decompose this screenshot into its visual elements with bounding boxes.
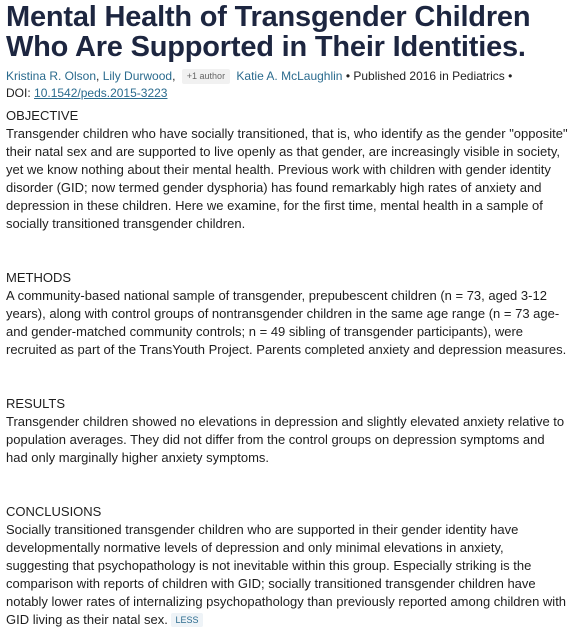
paper-meta [6, 68, 569, 102]
doi-link[interactable]: 10.1542/peds.2015-3223 [34, 86, 168, 100]
section-text: Socially transitioned transgender children who are supported in their gender identity have developmentally normative levels of depression and only minimal elevations in anxiety, suggesting that psychopathology is not inevitable within this group. Especially striking is the comparison with reports of children with GID; socially transitioned transgender children have notably lower rates of internalizing psychopathology than previously reported among children with GID living as their natal sex. [6, 522, 567, 627]
author-link[interactable]: Lily Durwood [102, 69, 173, 83]
abstract [6, 107, 569, 629]
abstract-section-methods [6, 269, 569, 359]
doi-label: DOI: [6, 86, 31, 100]
more-authors-button[interactable]: +1 author [182, 69, 230, 84]
abstract-section-results [6, 395, 569, 467]
publication-info: • Published 2016 in Pediatrics • [345, 69, 513, 83]
author-link[interactable]: Kristina R. Olson [6, 69, 97, 83]
collapse-abstract-button[interactable]: LESS [171, 613, 202, 627]
author-separator: , [172, 69, 176, 83]
paper-title: Mental Health of Transgender Children Who Are Supported in Their Identities. [6, 1, 531, 63]
section-text: A community-based national sample of transgender, prepubescent children (n = 73, aged 3-12 years), along with control groups of nontransgender children in the same age range (n = 73 age- and gender-matched community controls; n = 49 sibling of transgender participants), were recruited as part of the TransYouth Project. Parents completed anxiety and depression measures. [6, 288, 567, 357]
author-link[interactable]: Katie A. McLaughlin [236, 69, 343, 83]
abstract-section-objective [6, 107, 569, 233]
section-text: Transgender children who have socially transitioned, that is, who identify as the gender "opposite" their natal sex and are supported to live openly as that gender, are increasingly visible in society, yet we know nothing about their mental health. Previous work with children with gender identity disorder (GID; now termed gender dysphoria) has found remarkably high rates of anxiety and depression in these children. Here we examine, for the first time, mental health in a sample of socially transitioned transgender children. [6, 126, 568, 231]
author-separator: , [96, 69, 100, 83]
section-heading: RESULTS [6, 396, 65, 411]
section-heading: OBJECTIVE [6, 108, 79, 123]
section-heading: METHODS [6, 270, 71, 285]
abstract-section-conclusions [6, 503, 569, 629]
section-heading: CONCLUSIONS [6, 504, 102, 519]
section-text: Transgender children showed no elevations in depression and slightly elevated anxiety relative to population averages. They did not differ from the control groups on depression symptoms and had only marginally higher anxiety symptoms. [6, 414, 565, 465]
